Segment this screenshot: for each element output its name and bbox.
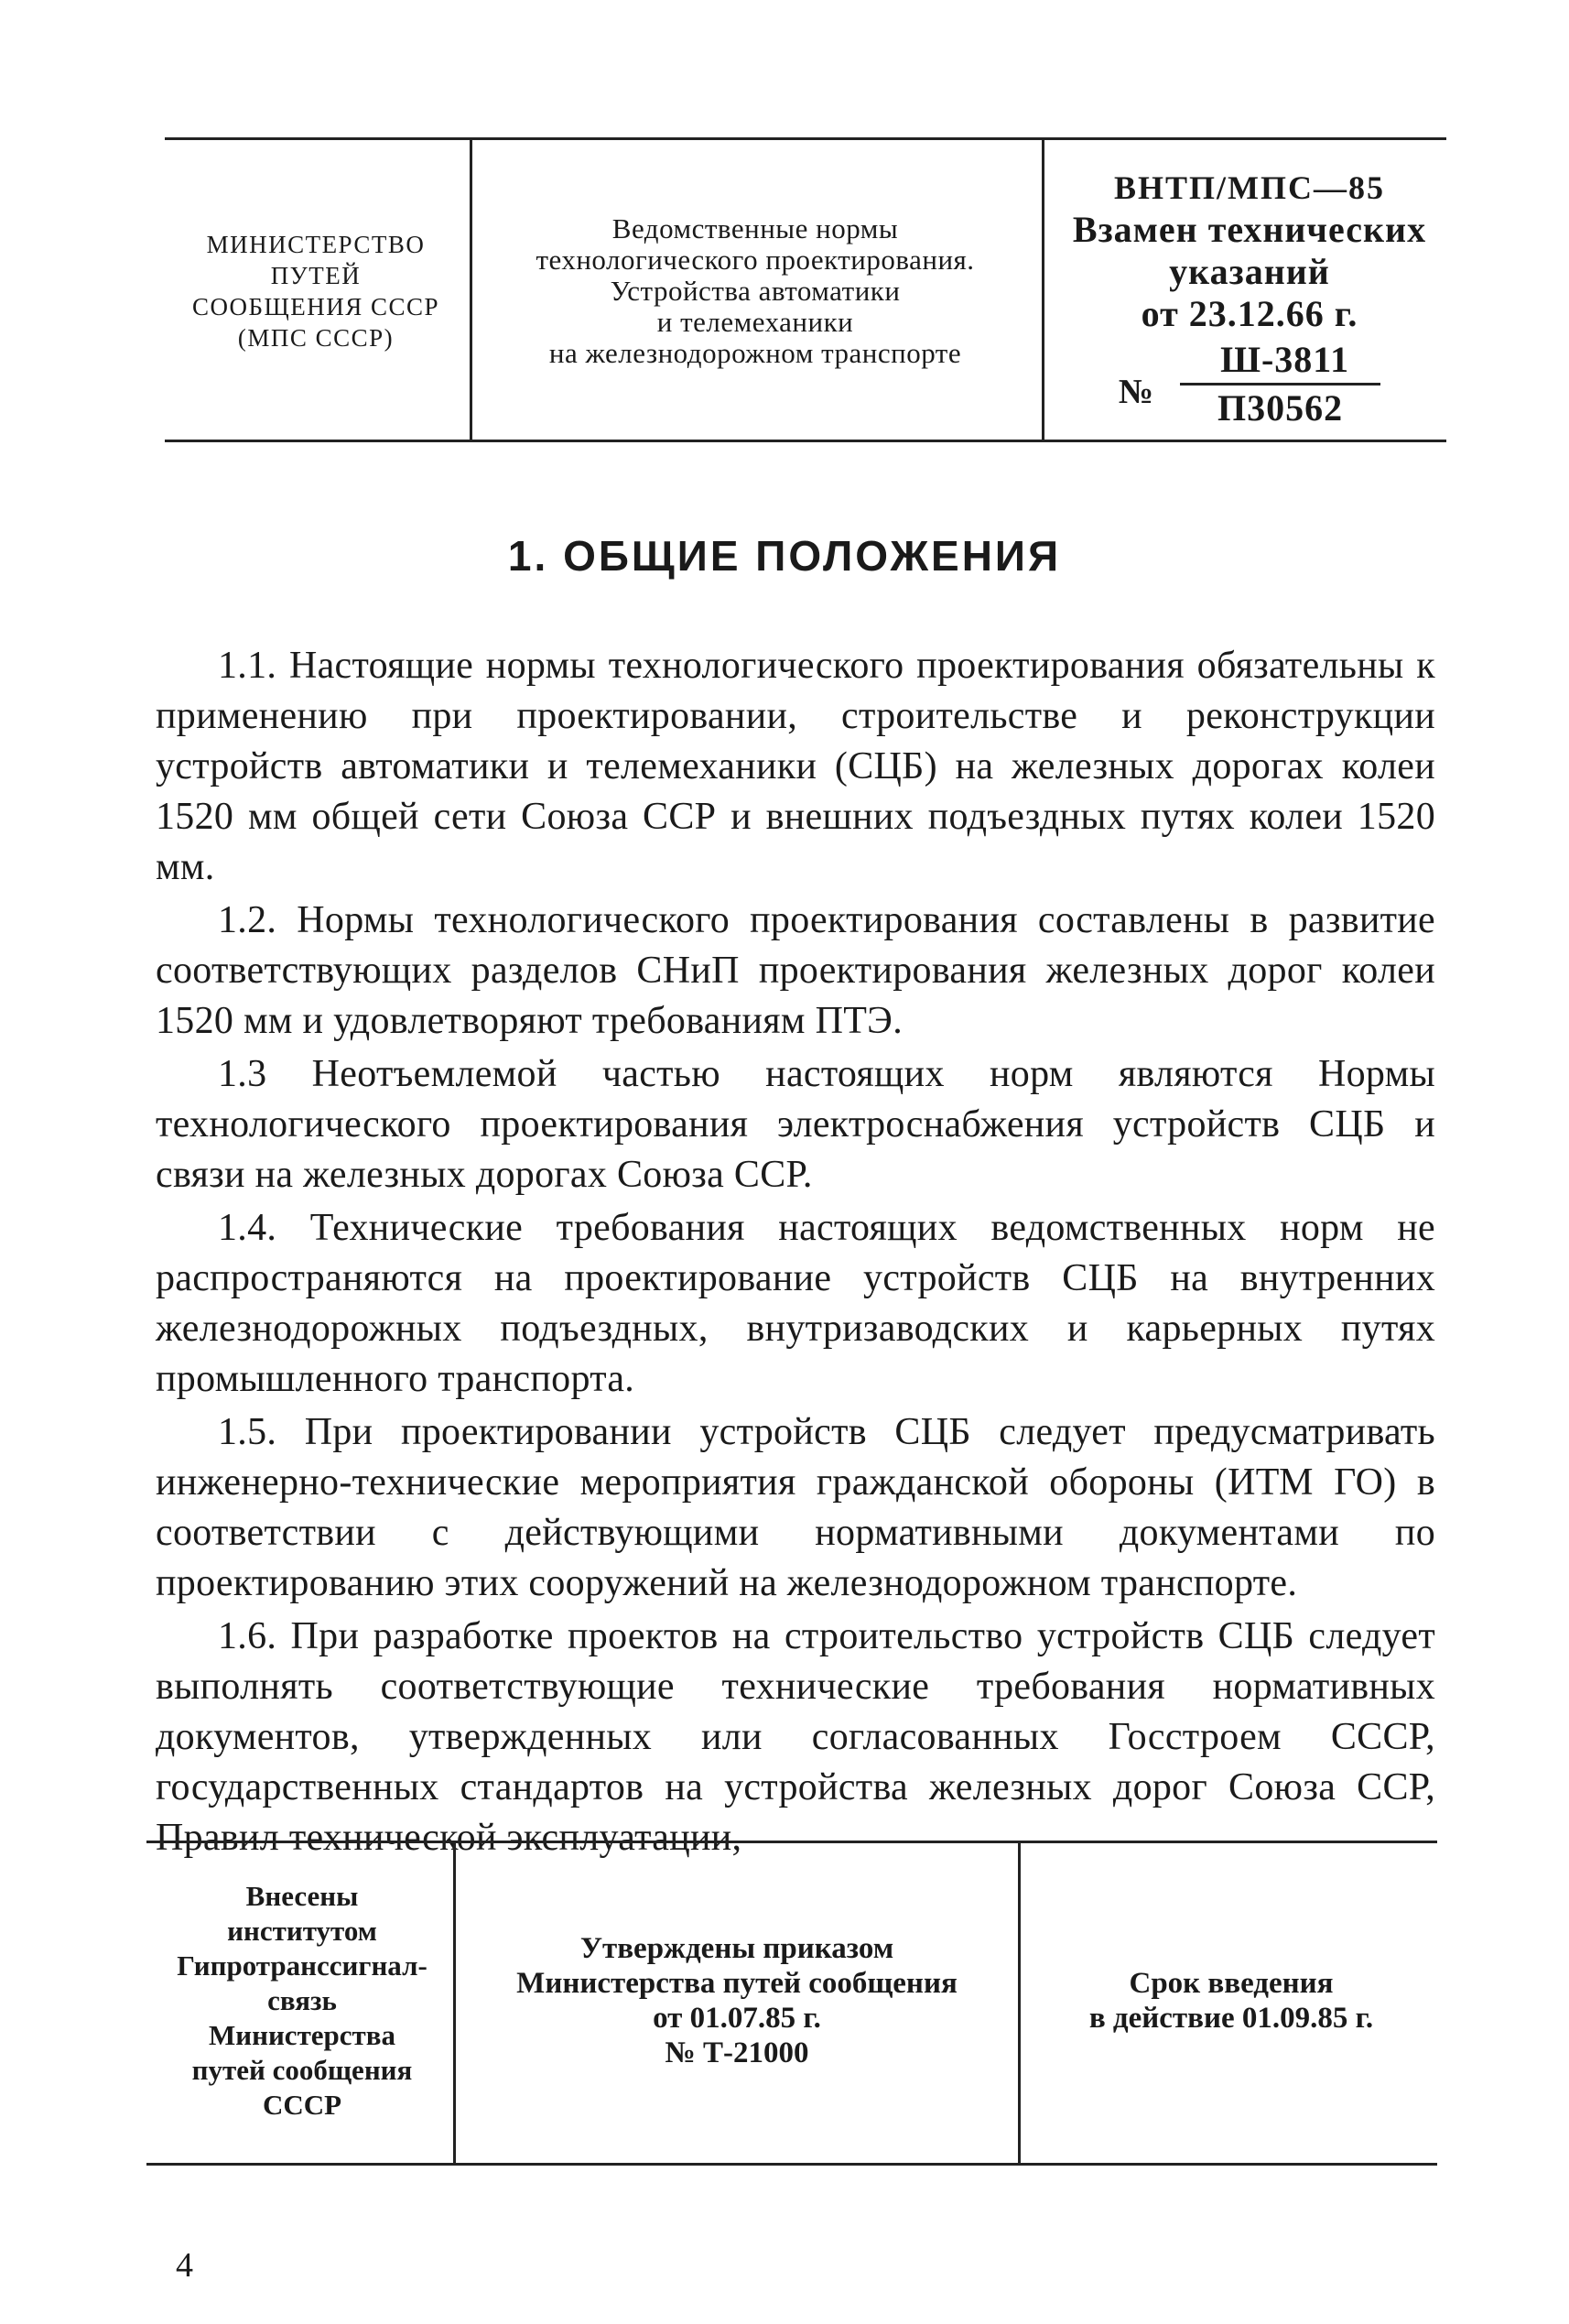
section-title: 1. ОБЩИЕ ПОЛОЖЕНИЯ bbox=[507, 532, 1062, 580]
footer-bottom-rule bbox=[146, 2163, 1437, 2166]
ministry-line: МИНИСТЕРСТВО bbox=[206, 230, 426, 258]
body-text bbox=[156, 641, 1435, 1866]
document-code-block bbox=[1053, 147, 1446, 449]
footer-divider-2 bbox=[1018, 1841, 1021, 2163]
approved-line: Министерства путей сообщения bbox=[516, 1967, 958, 2000]
ministry-line: (МПС СССР) bbox=[237, 323, 395, 352]
effective-date-block bbox=[1025, 1850, 1437, 2152]
approved-by-block bbox=[462, 1850, 1012, 2152]
paragraph-1-4: 1.4. Технические требования настоящих ведомственных норм не распространяются на проектирование устройств СЦБ на внутренних железнодорожных подъездных, внутризаводских и карьерных путях промышленного транспорта. bbox=[156, 1207, 1435, 1400]
submitted-line: Гипротранссигнал- bbox=[177, 1949, 427, 1982]
paragraph-1-6: 1.6. При разработке проектов на строительство устройств СЦБ следует выполнять соответствующие технические требования нормативных документов, утвержденных или согласованных Госстроем СССР, государственных стандартов на устройства железных дорог Союза ССР, Правил технической эксплуатации, bbox=[156, 1615, 1435, 1859]
norms-line: технологического проектирования. bbox=[536, 243, 975, 276]
approved-line: Утверждены приказом bbox=[579, 1932, 894, 1965]
paragraph-1-5: 1.5. При проектировании устройств СЦБ следует предусматривать инженерно-технические мероприятия гражданской обороны (ИТМ ГО) в соответствии с действующими нормативными документами по проектированию этих сооружений на железнодорожном транспорте. bbox=[156, 1411, 1435, 1604]
norms-title-block bbox=[476, 147, 1034, 435]
number-top: Ш-3811 bbox=[1180, 339, 1380, 386]
ministry-line: ПУТЕЙ bbox=[270, 261, 362, 289]
submitted-line: институтом bbox=[227, 1915, 377, 1947]
norms-line: Устройства автоматики bbox=[610, 274, 901, 307]
ministry-line: СООБЩЕНИЯ СССР bbox=[191, 292, 440, 320]
norms-line: Ведомственные нормы bbox=[611, 212, 899, 244]
submitted-line: Внесены bbox=[245, 1880, 359, 1912]
submitted-line: Министерства bbox=[208, 2019, 396, 2051]
paragraph-1-1: 1.1. Настоящие нормы технологического проектирования обязательны к применению при проектировании, строительстве и реконструкции устройств автоматики и телемеханики (СЦБ) на железных дорогах колеи 1520 мм общей сети Союза ССР и внешних подъездных путях колеи 1520 мм. bbox=[156, 645, 1435, 888]
number-sign: № bbox=[1118, 373, 1155, 411]
doc-code: ВНТП/МПС—85 bbox=[1113, 168, 1385, 206]
header-top-rule bbox=[165, 137, 1446, 140]
submitted-line: путей сообщения bbox=[191, 2054, 413, 2086]
paragraph-1-3: 1.3 Неотъемлемой частью настоящих норм являются Нормы технологического проектирования электроснабжения устройств СЦБ и связи на железных дорогах Союза ССР. bbox=[156, 1053, 1435, 1196]
header-divider-2 bbox=[1042, 137, 1044, 440]
header-divider-1 bbox=[470, 137, 472, 440]
submitted-by-block bbox=[156, 1850, 449, 2152]
submitted-line: связь bbox=[267, 1984, 337, 2016]
page-number: 4 bbox=[176, 2246, 193, 2285]
norms-line: на железнодорожном транспорте bbox=[548, 336, 962, 369]
effective-line: в действие 01.09.85 г. bbox=[1088, 2002, 1374, 2035]
document-number bbox=[1119, 339, 1380, 429]
replaces-line: указаний bbox=[1169, 250, 1330, 292]
approved-line: № Т-21000 bbox=[665, 2036, 809, 2069]
number-bottom: П30562 bbox=[1217, 386, 1344, 429]
ministry-block bbox=[165, 147, 467, 435]
approved-line: от 01.07.85 г. bbox=[653, 2002, 821, 2035]
norms-line: и телемеханики bbox=[656, 305, 854, 338]
paragraph-1-2: 1.2. Нормы технологического проектирования составлены в развитие соответствующих разделов СНиП проектирования железных дорог колеи 1520 мм и удовлетворяют требованиям ПТЭ. bbox=[156, 899, 1435, 1042]
submitted-line: СССР bbox=[262, 2089, 342, 2121]
footer-top-rule bbox=[146, 1841, 1437, 1843]
footer-divider-1 bbox=[453, 1841, 456, 2163]
replaces-line: Взамен технических bbox=[1072, 208, 1427, 250]
effective-line: Срок введения bbox=[1129, 1967, 1334, 2000]
replaces-date: от 23.12.66 г. bbox=[1141, 292, 1358, 334]
number-fraction bbox=[1180, 339, 1380, 429]
